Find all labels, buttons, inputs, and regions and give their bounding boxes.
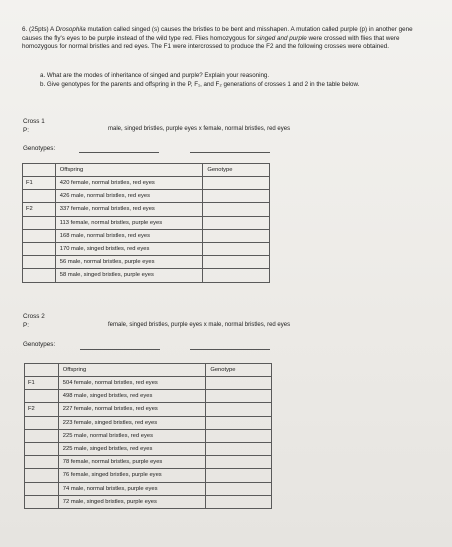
table-row [23, 229, 270, 242]
generation-cell: F1 [23, 177, 56, 190]
genotype-header: Genotype [206, 364, 272, 377]
table-row [23, 203, 270, 216]
genotype-answer-cell[interactable] [206, 429, 272, 442]
genotype-answer-cell[interactable] [203, 177, 270, 190]
offspring-cell: 225 male, normal bristles, red eyes [58, 429, 206, 442]
offspring-cell: 420 female, normal bristles, red eyes [55, 177, 203, 190]
table-row [23, 269, 270, 282]
table-header-row [23, 164, 270, 177]
genotype-answer-cell[interactable] [203, 242, 270, 255]
cross1-p-label: P: [23, 127, 29, 134]
generation-cell [23, 190, 56, 203]
generation-cell: F2 [25, 403, 59, 416]
generation-cell [23, 229, 56, 242]
cross2-genotype-blank-1[interactable] [80, 349, 160, 350]
cross1-genotype-blank-2[interactable] [190, 152, 270, 153]
offspring-cell: 113 female, normal bristles, purple eyes [55, 216, 203, 229]
cross2-genotypes-label: Genotypes: [23, 341, 56, 348]
genotype-answer-cell[interactable] [203, 216, 270, 229]
generation-cell [25, 416, 59, 429]
cross2-title: Cross 2 [23, 313, 45, 320]
table-row [23, 256, 270, 269]
offspring-header: Offspring [58, 364, 206, 377]
table-row [25, 495, 272, 508]
cross1-table [22, 163, 270, 283]
offspring-cell: 76 female, singed bristles, purple eyes [58, 469, 206, 482]
cross1-parents: male, singed bristles, purple eyes x female, normal bristles, red eyes [108, 126, 291, 132]
offspring-cell: 337 female, normal bristles, red eyes [55, 203, 203, 216]
table-row [25, 482, 272, 495]
cross2-table [24, 363, 272, 509]
genotype-answer-cell[interactable] [206, 442, 272, 455]
generation-cell [25, 495, 59, 508]
table-row [23, 242, 270, 255]
generation-cell [25, 482, 59, 495]
offspring-cell: 58 male, singed bristles, purple eyes [55, 269, 203, 282]
generation-header-cell [23, 164, 56, 177]
genotype-header: Genotype [203, 164, 270, 177]
cross2-parents: female, singed bristles, purple eyes x male, normal bristles, red eyes [108, 322, 291, 328]
cross2-genotype-blank-2[interactable] [190, 349, 270, 350]
table-header-row [25, 364, 272, 377]
table-row [25, 416, 272, 429]
generation-cell [23, 242, 56, 255]
generation-header-cell [25, 364, 59, 377]
offspring-header: Offspring [55, 164, 203, 177]
generation-cell [23, 269, 56, 282]
genotype-answer-cell[interactable] [203, 229, 270, 242]
table-row [23, 177, 270, 190]
offspring-cell: 170 male, singed bristles, red eyes [55, 242, 203, 255]
part-a-text: a. What are the modes of inheritance of singed and purple? Explain your reasoning. [40, 72, 270, 79]
generation-cell [23, 216, 56, 229]
cross1-genotypes-label: Genotypes: [23, 145, 56, 152]
table-row [23, 216, 270, 229]
table-row [25, 442, 272, 455]
genotype-answer-cell[interactable] [206, 456, 272, 469]
offspring-cell: 227 female, normal bristles, red eyes [58, 403, 206, 416]
genotype-answer-cell[interactable] [206, 416, 272, 429]
offspring-cell: 504 female, normal bristles, red eyes [58, 377, 206, 390]
table-row [25, 390, 272, 403]
table-row [25, 429, 272, 442]
offspring-cell: 72 male, singed bristles, purple eyes [58, 495, 206, 508]
generation-cell [25, 442, 59, 455]
generation-cell [23, 256, 56, 269]
offspring-cell: 225 male, singed bristles, red eyes [58, 442, 206, 455]
genotype-answer-cell[interactable] [206, 377, 272, 390]
offspring-cell: 223 female, singed bristles, red eyes [58, 416, 206, 429]
offspring-cell: 498 male, singed bristles, red eyes [58, 390, 206, 403]
question-text: 6. (25pts) A Drosophila mutation called singed (s) causes the bristles to be bent and misshapen. A mutation called purple (p) in another gene causes the fly's eyes to be purple instead of the wild type red. Flies homozygous for singed and purple were crossed with flies that were homozygous for normal bristles and red eyes. The F1 were intercrossed to produce the F2 and the following crosses were obtained. [22, 26, 413, 51]
genotype-answer-cell[interactable] [203, 269, 270, 282]
genotype-answer-cell[interactable] [203, 256, 270, 269]
generation-cell: F1 [25, 377, 59, 390]
generation-cell [25, 469, 59, 482]
genotype-answer-cell[interactable] [206, 495, 272, 508]
generation-cell [25, 456, 59, 469]
table-row [25, 469, 272, 482]
part-b-text: b. Give genotypes for the parents and offspring in the P, F₁, and F₂ generations of crosses 1 and 2 in the table below. [40, 81, 360, 88]
offspring-cell: 168 male, normal bristles, red eyes [55, 229, 203, 242]
genotype-answer-cell[interactable] [206, 469, 272, 482]
table-row [25, 403, 272, 416]
genotype-answer-cell[interactable] [206, 390, 272, 403]
cross1-title: Cross 1 [23, 118, 45, 125]
table-row [25, 377, 272, 390]
genotype-answer-cell[interactable] [206, 403, 272, 416]
generation-cell: F2 [23, 203, 56, 216]
offspring-cell: 426 male, normal bristles, red eyes [55, 190, 203, 203]
offspring-cell: 78 female, normal bristles, purple eyes [58, 456, 206, 469]
cross2-p-label: P: [23, 322, 29, 329]
table-row [25, 456, 272, 469]
table-row [23, 190, 270, 203]
offspring-cell: 56 male, normal bristles, purple eyes [55, 256, 203, 269]
genotype-answer-cell[interactable] [203, 203, 270, 216]
generation-cell [25, 390, 59, 403]
cross1-genotype-blank-1[interactable] [79, 152, 159, 153]
genotype-answer-cell[interactable] [206, 482, 272, 495]
genotype-answer-cell[interactable] [203, 190, 270, 203]
offspring-cell: 74 male, normal bristles, purple eyes [58, 482, 206, 495]
generation-cell [25, 429, 59, 442]
